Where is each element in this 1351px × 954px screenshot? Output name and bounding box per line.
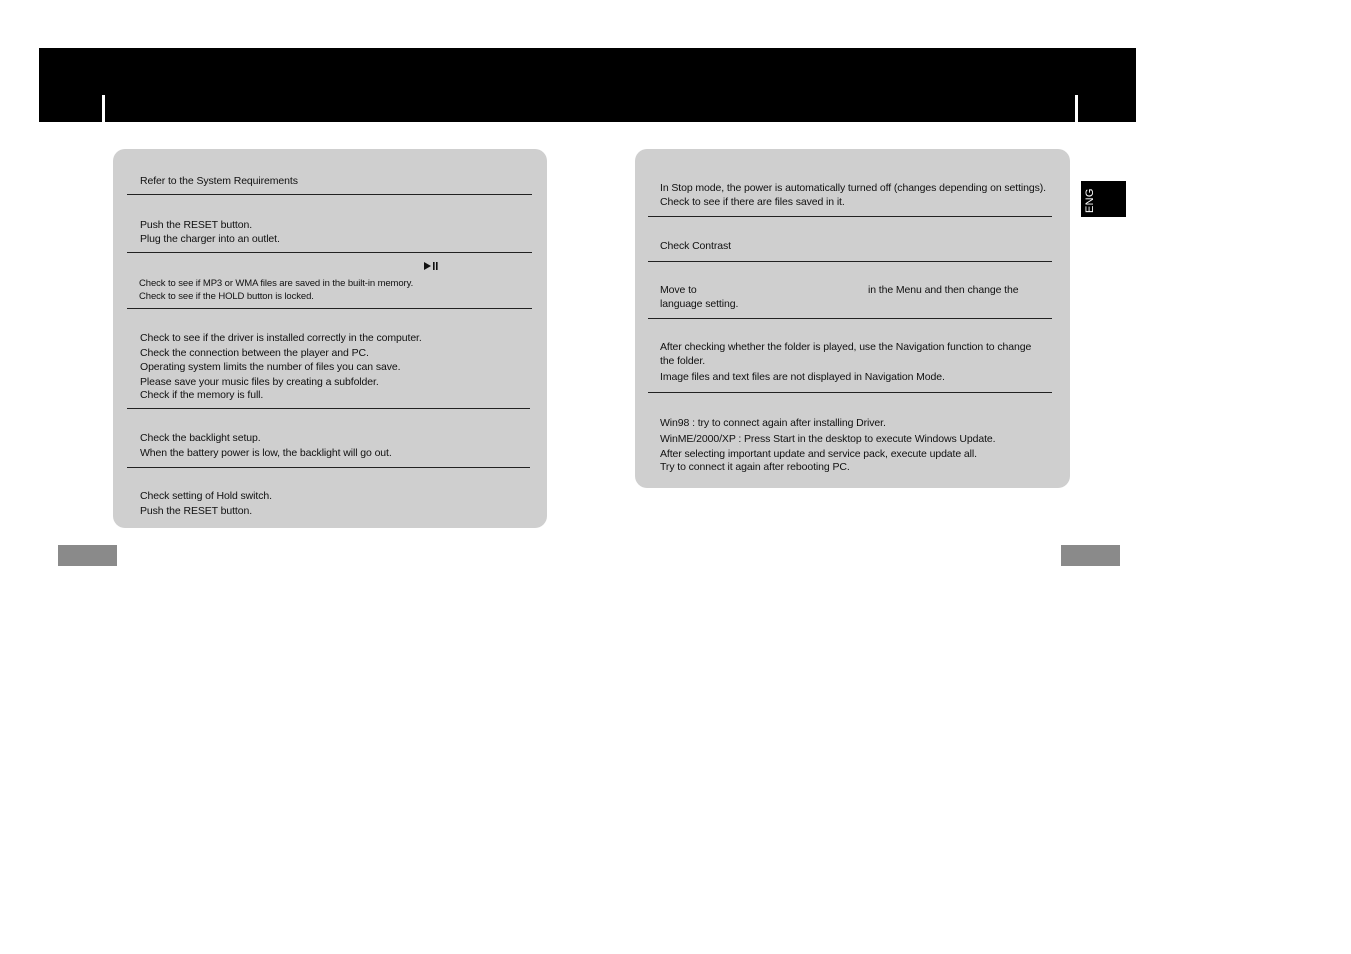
section-divider xyxy=(127,308,532,309)
section-divider xyxy=(648,261,1052,262)
section-divider xyxy=(648,392,1052,393)
left-line: Push the RESET button. xyxy=(140,505,253,517)
left-line: Check to see if the HOLD button is locked. xyxy=(139,291,314,302)
section-divider xyxy=(648,216,1052,217)
right-line: In Stop mode, the power is automatically turned off (changes depending on settings). xyxy=(660,182,1046,194)
right-line: Check Contrast xyxy=(660,240,731,252)
section-divider xyxy=(127,194,532,195)
left-line: Check if the memory is full. xyxy=(140,389,264,401)
section-divider xyxy=(127,408,530,409)
right-line: in the Menu and then change the xyxy=(868,284,1019,296)
left-line: Check to see if MP3 or WMA files are saved in the built-in memory. xyxy=(139,278,414,289)
left-line: Check to see if the driver is installed correctly in the computer. xyxy=(140,332,422,344)
header-tick-left xyxy=(102,95,105,122)
right-line: Try to connect it again after rebooting PC. xyxy=(660,461,850,473)
right-line: Image files and text files are not displayed in Navigation Mode. xyxy=(660,371,945,383)
right-line: After selecting important update and service pack, execute update all. xyxy=(660,448,977,460)
left-line: Refer to the System Requirements xyxy=(140,175,298,187)
header-band xyxy=(39,48,1136,122)
language-tab-label: ENG xyxy=(1084,188,1096,213)
right-line: language setting. xyxy=(660,298,739,310)
right-line: Win98 : try to connect again after installing Driver. xyxy=(660,417,886,429)
left-line: Check the connection between the player and PC. xyxy=(140,347,369,359)
left-line: Push the RESET button. xyxy=(140,219,253,231)
left-line: Please save your music files by creating a subfolder. xyxy=(140,376,379,388)
right-line: WinME/2000/XP : Press Start in the desktop to execute Windows Update. xyxy=(660,433,996,445)
language-tab xyxy=(1081,181,1126,217)
section-divider xyxy=(127,252,532,253)
right-line: After checking whether the folder is played, use the Navigation function to change xyxy=(660,341,1032,353)
left-line: Plug the charger into an outlet. xyxy=(140,233,280,245)
section-divider xyxy=(127,467,530,468)
header-tick-right xyxy=(1075,95,1078,122)
section-divider xyxy=(648,318,1052,319)
right-line: Check to see if there are files saved in it. xyxy=(660,196,845,208)
left-line: Operating system limits the number of files you can save. xyxy=(140,361,401,373)
right-line: the folder. xyxy=(660,355,706,367)
left-line: Check the backlight setup. xyxy=(140,432,261,444)
left-line: When the battery power is low, the backlight will go out. xyxy=(140,447,392,459)
left-line: Check setting of Hold switch. xyxy=(140,490,272,502)
page-number-tab-left xyxy=(58,545,117,566)
page-number-tab-right xyxy=(1061,545,1120,566)
right-line: Move to xyxy=(660,284,697,296)
play-pause-icon xyxy=(424,261,438,271)
